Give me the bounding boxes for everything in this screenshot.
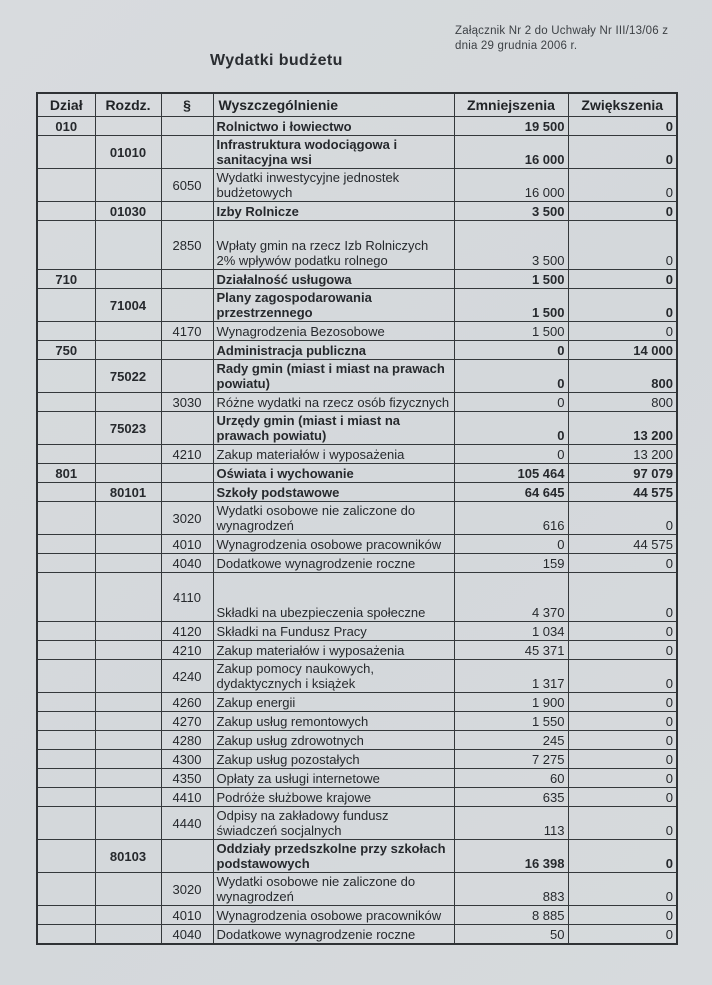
cell-zmniejszenia: 50: [454, 925, 568, 945]
cell-zmniejszenia: 60: [454, 769, 568, 788]
cell-rozdz: [95, 660, 161, 693]
cell-wyszczegolnienie: Działalność usługowa: [213, 270, 454, 289]
cell-wyszczegolnienie: Zakup materiałów i wyposażenia: [213, 641, 454, 660]
cell-zwiekszenia: 0: [568, 873, 677, 906]
cell-zwiekszenia: 0: [568, 202, 677, 221]
cell-zwiekszenia: 800: [568, 360, 677, 393]
cell-wyszczegolnienie: Dodatkowe wynagrodzenie roczne: [213, 925, 454, 945]
cell-zmniejszenia: 105 464: [454, 464, 568, 483]
cell-paragraf: 2850: [161, 221, 213, 270]
cell-wyszczegolnienie: Infrastruktura wodociągowa i sanitacyjna wsi: [213, 136, 454, 169]
cell-zwiekszenia: 800: [568, 393, 677, 412]
cell-dzial: [37, 502, 95, 535]
cell-dzial: [37, 169, 95, 202]
cell-dzial: [37, 622, 95, 641]
cell-wyszczegolnienie: Wynagrodzenia Bezosobowe: [213, 322, 454, 341]
table-row: [37, 788, 677, 807]
cell-dzial: 710: [37, 270, 95, 289]
cell-paragraf: 3030: [161, 393, 213, 412]
cell-rozdz: [95, 731, 161, 750]
cell-zwiekszenia: 0: [568, 270, 677, 289]
column-header: Rozdz.: [95, 93, 161, 117]
cell-zmniejszenia: 3 500: [454, 202, 568, 221]
table-row: [37, 270, 677, 289]
column-header: Dział: [37, 93, 95, 117]
cell-paragraf: 4010: [161, 535, 213, 554]
cell-paragraf: [161, 117, 213, 136]
cell-rozdz: [95, 906, 161, 925]
cell-zmniejszenia: 1 550: [454, 712, 568, 731]
table-header-row: [37, 93, 677, 117]
cell-dzial: [37, 483, 95, 502]
cell-zwiekszenia: 97 079: [568, 464, 677, 483]
cell-wyszczegolnienie: Zakup usług pozostałych: [213, 750, 454, 769]
cell-wyszczegolnienie: Opłaty za usługi internetowe: [213, 769, 454, 788]
cell-rozdz: [95, 117, 161, 136]
table-row: [37, 221, 677, 270]
attachment-note: [455, 24, 668, 54]
cell-paragraf: [161, 840, 213, 873]
cell-zwiekszenia: 0: [568, 622, 677, 641]
cell-dzial: [37, 289, 95, 322]
cell-rozdz: [95, 925, 161, 945]
table-row: [37, 622, 677, 641]
cell-rozdz: [95, 445, 161, 464]
cell-rozdz: 71004: [95, 289, 161, 322]
cell-paragraf: [161, 360, 213, 393]
cell-zmniejszenia: 0: [454, 445, 568, 464]
cell-dzial: [37, 693, 95, 712]
cell-wyszczegolnienie: Zakup usług remontowych: [213, 712, 454, 731]
cell-paragraf: 3020: [161, 502, 213, 535]
cell-zmniejszenia: 113: [454, 807, 568, 840]
cell-dzial: [37, 641, 95, 660]
cell-dzial: [37, 769, 95, 788]
cell-zwiekszenia: 13 200: [568, 445, 677, 464]
cell-zmniejszenia: 3 500: [454, 221, 568, 270]
cell-paragraf: 4440: [161, 807, 213, 840]
cell-rozdz: [95, 573, 161, 622]
cell-zwiekszenia: 0: [568, 289, 677, 322]
table-row: [37, 322, 677, 341]
table-body: [37, 117, 677, 945]
cell-rozdz: 01010: [95, 136, 161, 169]
table-row: [37, 873, 677, 906]
cell-dzial: [37, 660, 95, 693]
cell-paragraf: [161, 270, 213, 289]
cell-zmniejszenia: 1 500: [454, 270, 568, 289]
cell-zmniejszenia: 19 500: [454, 117, 568, 136]
cell-zwiekszenia: 0: [568, 502, 677, 535]
table-row: [37, 502, 677, 535]
cell-zwiekszenia: 44 575: [568, 483, 677, 502]
cell-dzial: [37, 322, 95, 341]
table-row: [37, 341, 677, 360]
cell-rozdz: [95, 788, 161, 807]
table-row: [37, 840, 677, 873]
table-row: [37, 202, 677, 221]
cell-zmniejszenia: 4 370: [454, 573, 568, 622]
cell-paragraf: 4120: [161, 622, 213, 641]
budget-expenditures-table: [36, 92, 678, 945]
cell-zmniejszenia: 7 275: [454, 750, 568, 769]
cell-zwiekszenia: 0: [568, 788, 677, 807]
cell-paragraf: 3020: [161, 873, 213, 906]
cell-wyszczegolnienie: Wynagrodzenia osobowe pracowników: [213, 535, 454, 554]
cell-dzial: [37, 906, 95, 925]
cell-zwiekszenia: 13 200: [568, 412, 677, 445]
cell-zmniejszenia: 45 371: [454, 641, 568, 660]
cell-zwiekszenia: 0: [568, 840, 677, 873]
cell-rozdz: [95, 873, 161, 906]
cell-rozdz: 75022: [95, 360, 161, 393]
cell-wyszczegolnienie: Rady gmin (miast i miast na prawach powiatu): [213, 360, 454, 393]
cell-paragraf: [161, 202, 213, 221]
cell-dzial: [37, 731, 95, 750]
cell-zwiekszenia: 0: [568, 712, 677, 731]
cell-dzial: [37, 412, 95, 445]
table-row: [37, 289, 677, 322]
cell-rozdz: [95, 769, 161, 788]
cell-zwiekszenia: 0: [568, 750, 677, 769]
cell-rozdz: [95, 341, 161, 360]
cell-zmniejszenia: 1 034: [454, 622, 568, 641]
cell-wyszczegolnienie: Zakup usług zdrowotnych: [213, 731, 454, 750]
cell-zmniejszenia: 0: [454, 341, 568, 360]
cell-paragraf: [161, 341, 213, 360]
table-row: [37, 535, 677, 554]
column-header: Zwiększenia: [568, 93, 677, 117]
cell-paragraf: 4240: [161, 660, 213, 693]
page-title: Wydatki budżetu: [210, 52, 343, 69]
cell-paragraf: [161, 412, 213, 445]
cell-zmniejszenia: 1 317: [454, 660, 568, 693]
cell-rozdz: [95, 322, 161, 341]
cell-dzial: [37, 750, 95, 769]
cell-wyszczegolnienie: Odpisy na zakładowy fundusz świadczeń socjalnych: [213, 807, 454, 840]
cell-zwiekszenia: 0: [568, 117, 677, 136]
cell-dzial: [37, 535, 95, 554]
cell-paragraf: [161, 136, 213, 169]
table-row: [37, 731, 677, 750]
cell-wyszczegolnienie: Podróże służbowe krajowe: [213, 788, 454, 807]
cell-wyszczegolnienie: Plany zagospodarowania przestrzennego: [213, 289, 454, 322]
cell-zmniejszenia: 616: [454, 502, 568, 535]
cell-paragraf: 4300: [161, 750, 213, 769]
cell-paragraf: [161, 483, 213, 502]
column-header: §: [161, 93, 213, 117]
cell-zmniejszenia: 883: [454, 873, 568, 906]
table-row: [37, 169, 677, 202]
table-row: [37, 573, 677, 622]
cell-zmniejszenia: 0: [454, 360, 568, 393]
cell-zmniejszenia: 16 398: [454, 840, 568, 873]
cell-dzial: [37, 807, 95, 840]
cell-paragraf: 4210: [161, 445, 213, 464]
cell-paragraf: 4040: [161, 554, 213, 573]
cell-rozdz: [95, 554, 161, 573]
cell-wyszczegolnienie: Administracja publiczna: [213, 341, 454, 360]
cell-rozdz: [95, 622, 161, 641]
cell-rozdz: [95, 750, 161, 769]
attachment-note-line1: Załącznik Nr 2 do Uchwały Nr III/13/06 z: [455, 25, 669, 37]
table-row: [37, 554, 677, 573]
cell-dzial: [37, 202, 95, 221]
table-row: [37, 693, 677, 712]
cell-rozdz: 80103: [95, 840, 161, 873]
cell-zwiekszenia: 0: [568, 769, 677, 788]
cell-paragraf: 4260: [161, 693, 213, 712]
cell-zmniejszenia: 0: [454, 412, 568, 445]
cell-zwiekszenia: 0: [568, 693, 677, 712]
cell-zwiekszenia: 0: [568, 554, 677, 573]
cell-wyszczegolnienie: Szkoły podstawowe: [213, 483, 454, 502]
cell-rozdz: [95, 393, 161, 412]
cell-paragraf: 4280: [161, 731, 213, 750]
cell-dzial: [37, 873, 95, 906]
cell-zmniejszenia: 8 885: [454, 906, 568, 925]
cell-zmniejszenia: 1 900: [454, 693, 568, 712]
cell-paragraf: 4170: [161, 322, 213, 341]
column-header: Zmniejszenia: [454, 93, 568, 117]
cell-wyszczegolnienie: Urzędy gmin (miast i miast na prawach powiatu): [213, 412, 454, 445]
table-row: [37, 660, 677, 693]
table-row: [37, 483, 677, 502]
cell-wyszczegolnienie: Składki na Fundusz Pracy: [213, 622, 454, 641]
cell-paragraf: 4210: [161, 641, 213, 660]
cell-zmniejszenia: 0: [454, 393, 568, 412]
cell-zmniejszenia: 245: [454, 731, 568, 750]
cell-zwiekszenia: 0: [568, 925, 677, 945]
table-row: [37, 750, 677, 769]
cell-zwiekszenia: 0: [568, 906, 677, 925]
column-header: Wyszczególnienie: [213, 93, 454, 117]
cell-paragraf: 4350: [161, 769, 213, 788]
cell-dzial: [37, 573, 95, 622]
cell-rozdz: [95, 641, 161, 660]
cell-zwiekszenia: 0: [568, 136, 677, 169]
table-row: [37, 906, 677, 925]
cell-zmniejszenia: 635: [454, 788, 568, 807]
cell-wyszczegolnienie: Dodatkowe wynagrodzenie roczne: [213, 554, 454, 573]
cell-wyszczegolnienie: Wynagrodzenia osobowe pracowników: [213, 906, 454, 925]
table-row: [37, 769, 677, 788]
table-row: [37, 117, 677, 136]
cell-zmniejszenia: 16 000: [454, 169, 568, 202]
cell-wyszczegolnienie: Różne wydatki na rzecz osób fizycznych: [213, 393, 454, 412]
cell-rozdz: [95, 464, 161, 483]
cell-zwiekszenia: 0: [568, 660, 677, 693]
cell-paragraf: 4010: [161, 906, 213, 925]
cell-zwiekszenia: 0: [568, 731, 677, 750]
cell-dzial: [37, 136, 95, 169]
cell-rozdz: [95, 807, 161, 840]
cell-wyszczegolnienie: Zakup materiałów i wyposażenia: [213, 445, 454, 464]
cell-paragraf: 4270: [161, 712, 213, 731]
cell-zwiekszenia: 0: [568, 169, 677, 202]
table-row: [37, 412, 677, 445]
cell-rozdz: 80101: [95, 483, 161, 502]
cell-zmniejszenia: 16 000: [454, 136, 568, 169]
cell-zwiekszenia: 14 000: [568, 341, 677, 360]
cell-dzial: 801: [37, 464, 95, 483]
cell-dzial: 010: [37, 117, 95, 136]
cell-wyszczegolnienie: Składki na ubezpieczenia społeczne: [213, 573, 454, 622]
cell-rozdz: [95, 221, 161, 270]
cell-wyszczegolnienie: Oświata i wychowanie: [213, 464, 454, 483]
table-row: [37, 136, 677, 169]
cell-zmniejszenia: 64 645: [454, 483, 568, 502]
cell-rozdz: [95, 502, 161, 535]
cell-rozdz: [95, 270, 161, 289]
cell-rozdz: [95, 712, 161, 731]
table-row: [37, 464, 677, 483]
cell-paragraf: [161, 289, 213, 322]
cell-rozdz: 01030: [95, 202, 161, 221]
cell-wyszczegolnienie: Wydatki inwestycyjne jednostek budżetowych: [213, 169, 454, 202]
cell-zwiekszenia: 0: [568, 221, 677, 270]
table-row: [37, 360, 677, 393]
cell-paragraf: 6050: [161, 169, 213, 202]
cell-wyszczegolnienie: Oddziały przedszkolne przy szkołach podstawowych: [213, 840, 454, 873]
cell-zwiekszenia: 44 575: [568, 535, 677, 554]
cell-rozdz: 75023: [95, 412, 161, 445]
cell-zmniejszenia: 1 500: [454, 289, 568, 322]
table-row: [37, 712, 677, 731]
cell-zwiekszenia: 0: [568, 641, 677, 660]
cell-zmniejszenia: 0: [454, 535, 568, 554]
cell-dzial: [37, 360, 95, 393]
cell-dzial: [37, 840, 95, 873]
cell-wyszczegolnienie: Wydatki osobowe nie zaliczone do wynagrodzeń: [213, 873, 454, 906]
cell-wyszczegolnienie: Rolnictwo i łowiectwo: [213, 117, 454, 136]
cell-paragraf: 4040: [161, 925, 213, 945]
cell-zwiekszenia: 0: [568, 573, 677, 622]
cell-paragraf: 4110: [161, 573, 213, 622]
cell-rozdz: [95, 693, 161, 712]
cell-dzial: [37, 788, 95, 807]
cell-rozdz: [95, 535, 161, 554]
cell-dzial: [37, 221, 95, 270]
cell-dzial: 750: [37, 341, 95, 360]
cell-zmniejszenia: 159: [454, 554, 568, 573]
cell-dzial: [37, 393, 95, 412]
cell-zmniejszenia: 1 500: [454, 322, 568, 341]
cell-paragraf: 4410: [161, 788, 213, 807]
cell-zwiekszenia: 0: [568, 807, 677, 840]
cell-wyszczegolnienie: Wpłaty gmin na rzecz Izb Rolniczych 2% wpływów podatku rolnego: [213, 221, 454, 270]
table-row: [37, 393, 677, 412]
cell-wyszczegolnienie: Zakup pomocy naukowych, dydaktycznych i książek: [213, 660, 454, 693]
cell-wyszczegolnienie: Wydatki osobowe nie zaliczone do wynagrodzeń: [213, 502, 454, 535]
cell-wyszczegolnienie: Izby Rolnicze: [213, 202, 454, 221]
cell-zwiekszenia: 0: [568, 322, 677, 341]
attachment-note-line2: dnia 29 grudnia 2006 r.: [455, 40, 578, 52]
cell-dzial: [37, 554, 95, 573]
cell-dzial: [37, 445, 95, 464]
cell-dzial: [37, 925, 95, 945]
cell-wyszczegolnienie: Zakup energii: [213, 693, 454, 712]
table-row: [37, 925, 677, 945]
table-row: [37, 641, 677, 660]
table-row: [37, 807, 677, 840]
table-row: [37, 445, 677, 464]
cell-paragraf: [161, 464, 213, 483]
cell-rozdz: [95, 169, 161, 202]
cell-dzial: [37, 712, 95, 731]
